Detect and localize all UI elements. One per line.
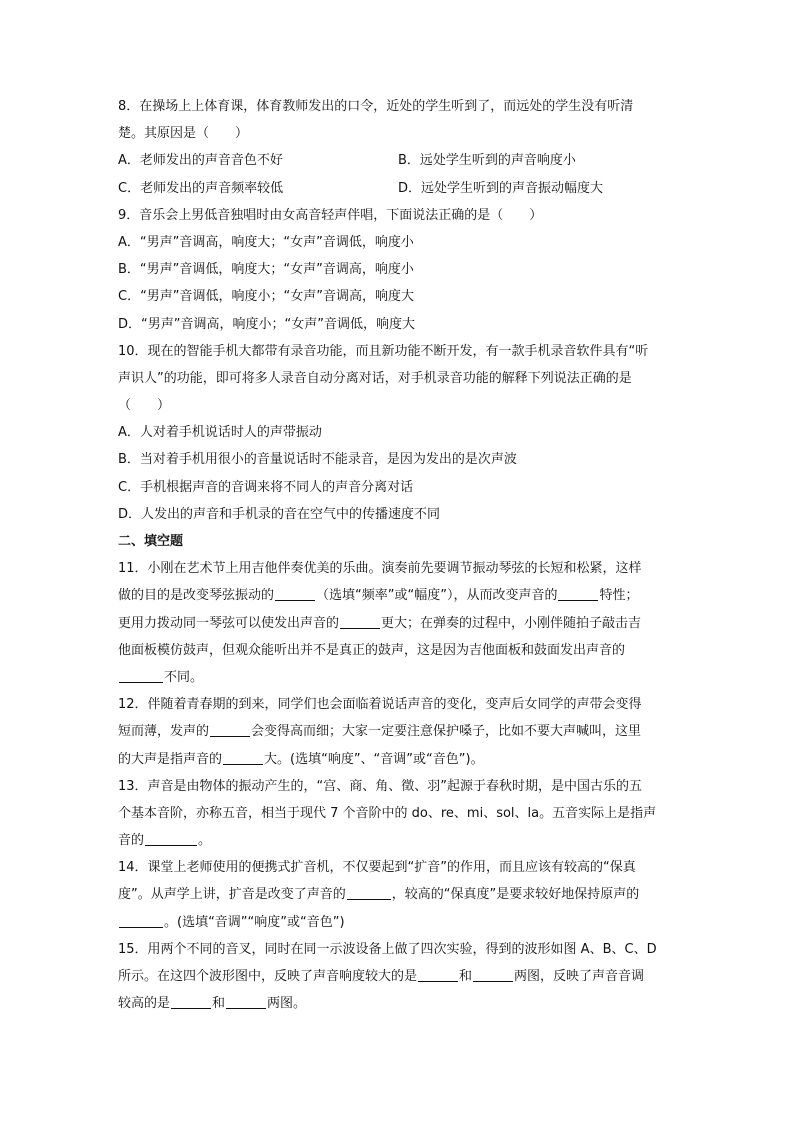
q8-options-row2 [118, 175, 688, 202]
q11-text-2a: 做的目的是改变琴弦振动的 [118, 588, 275, 604]
q15-blank-1 [418, 967, 458, 982]
q15-text-3a: 较高的是 [118, 996, 171, 1012]
q14-blank-1 [347, 885, 391, 900]
q13-line2: 个基本音阶，亦称五音，相当于现代 7 个音阶中的 do、re、mi、sol、la。五音实际上是指声 [118, 805, 657, 821]
q14-text-2b: ，较高的“保真度”是要求较好地保持原声的 [391, 887, 640, 903]
q9-option-a: A．“男声”音调高，响度大；“女声”音调低，响度小 [118, 234, 414, 250]
q14-line2 [118, 881, 688, 908]
q11-blank-1 [275, 586, 315, 601]
q12-text-2a: 短而薄，发声的 [118, 724, 210, 740]
q13-line3 [118, 827, 688, 854]
q8-options-row1 [118, 147, 688, 174]
q8-option-b: B．远处学生听到的声音响度小 [398, 153, 576, 169]
q11-text-3a: 更用力拨动同一琴弦可以使发出声音的 [118, 615, 340, 631]
q9-option-c: C．“男声”音调低，响度小；“女声”音调高，响度大 [118, 289, 415, 305]
q13-line1: 13．声音是由物体的振动产生的，“宫、商、角、徵、羽”起源于春秋时期，是中国古乐的五 [118, 778, 643, 794]
q12-text-3b: 大。(选填“响度”、“音调”或“音色”)。 [264, 751, 484, 767]
q10-option-d: D．人发出的声音和手机录的音在空气中的传播速度不同 [118, 506, 441, 522]
q11-blank-4 [119, 668, 163, 683]
q12-text-2b: 会变得高而细；大家一定要注意保护嗓子，比如不要大声喊叫，这里 [251, 724, 642, 740]
q11-line4: 他面板模仿鼓声，但观众能听出并不是真正的鼓声，这是因为吉他面板和鼓面发出声音的 [118, 642, 626, 658]
q11-text-3b: 更大；在弹奏的过程中，小刚伴随拍子敲击吉 [381, 615, 642, 631]
q15-blank-3 [171, 994, 211, 1009]
q8-option-c: C．老师发出的声音频率较低 [118, 180, 284, 196]
q12-line3 [118, 746, 688, 773]
q14-text-2a: 度”。从声学上讲，扩音是改变了声音的 [118, 887, 346, 903]
q8-stem-line1: 8．在操场上上体育课，体育教师发出的口令，近处的学生听到了，而远处的学生没有听清 [118, 99, 634, 114]
q8-option-a: A．老师发出的声音音色不好 [118, 153, 283, 169]
q9-option-b: B．“男声”音调低，响度大；“女声”音调高，响度小 [118, 262, 414, 278]
q9-stem: 9．音乐会上男低音独唱时由女高音轻声伴唱，下面说法正确的是（ ） [118, 207, 543, 223]
q11-blank-2 [558, 586, 598, 601]
q14-line1: 14．课堂上老师使用的便携式扩音机，不仅要起到“扩音”的作用，而且应该有较高的“保真 [118, 860, 636, 876]
q12-blank-2 [223, 750, 263, 765]
q15-text-3c: 两图。 [267, 996, 307, 1012]
q11-text-2c: 特性； [599, 588, 639, 604]
q12-line2 [118, 718, 688, 745]
q15-line2 [118, 963, 688, 990]
q15-blank-4 [226, 994, 266, 1009]
q12-line1: 12．伴随着青春期的到来，同学们也会面临着说话声音的变化，变声后女同学的声带会变得 [118, 697, 642, 713]
q11-line1: 11．小刚在艺术节上用吉他伴奏优美的乐曲。演奏前先要调节振动琴弦的长短和松紧，这样 [118, 561, 642, 577]
q10-stem-line3: （ ） [118, 398, 171, 414]
q15-line1: 15．用两个不同的音叉，同时在同一示波设备上做了四次实验，得到的波形如图 A、B、C、D [118, 941, 657, 957]
q13-text-3b: 。 [198, 833, 212, 849]
q15-line3 [118, 990, 688, 1017]
q14-blank-2 [119, 913, 163, 928]
q9-option-d: D．“男声”音调高，响度小；“女声”音调低，响度大 [118, 316, 415, 332]
q11-blank-3 [340, 614, 380, 629]
q10-option-c: C．手机根据声音的音调来将不同人的声音分离对话 [118, 479, 414, 495]
exam-page [118, 93, 688, 1017]
q12-blank-1 [210, 722, 250, 737]
q15-text-2a: 所示。在这四个波形图中，反映了声音响度较大的是 [118, 969, 418, 984]
q12-text-3a: 的大声是指声音的 [118, 751, 223, 767]
q11-text-2b: （选填“频率”或“幅度”），从而改变声音的 [316, 588, 558, 604]
section-heading-fill-in: 二、填空题 [118, 534, 184, 549]
q11-line2 [118, 582, 688, 609]
q10-option-a: A．人对着手机说话时人的声带振动 [118, 425, 322, 441]
q14-text-3b: 。(选填“音调”“响度”或“音色”) [164, 914, 345, 930]
q8-option-d: D．远处学生听到的声音振动幅度大 [398, 180, 604, 196]
q10-option-b: B．当对着手机用很小的音量说话时不能录音，是因为发出的是次声波 [118, 452, 517, 468]
q11-line3 [118, 610, 688, 637]
q8-stem-line2: 楚。其原因是（ ） [118, 126, 249, 142]
q15-text-2c: 两图，反映了声音音调 [514, 969, 645, 984]
q10-stem-line1: 10．现在的智能手机大都带有录音功能，而且新功能不断开发，有一款手机录音软件具有“听 [118, 343, 649, 359]
q15-text-2b: 和 [459, 969, 473, 984]
q10-stem-line2: 声识人”的功能，即可将多人录音自动分离对话，对手机录音功能的解释下列说法正确的是 [118, 370, 632, 386]
q14-line3 [118, 909, 688, 936]
q13-blank-1 [145, 831, 197, 846]
q15-text-3b: 和 [212, 996, 226, 1012]
q15-blank-2 [473, 967, 513, 982]
q13-text-3a: 音的 [118, 833, 145, 849]
q11-line5 [118, 664, 688, 691]
q11-text-5b: 不同。 [164, 669, 204, 685]
